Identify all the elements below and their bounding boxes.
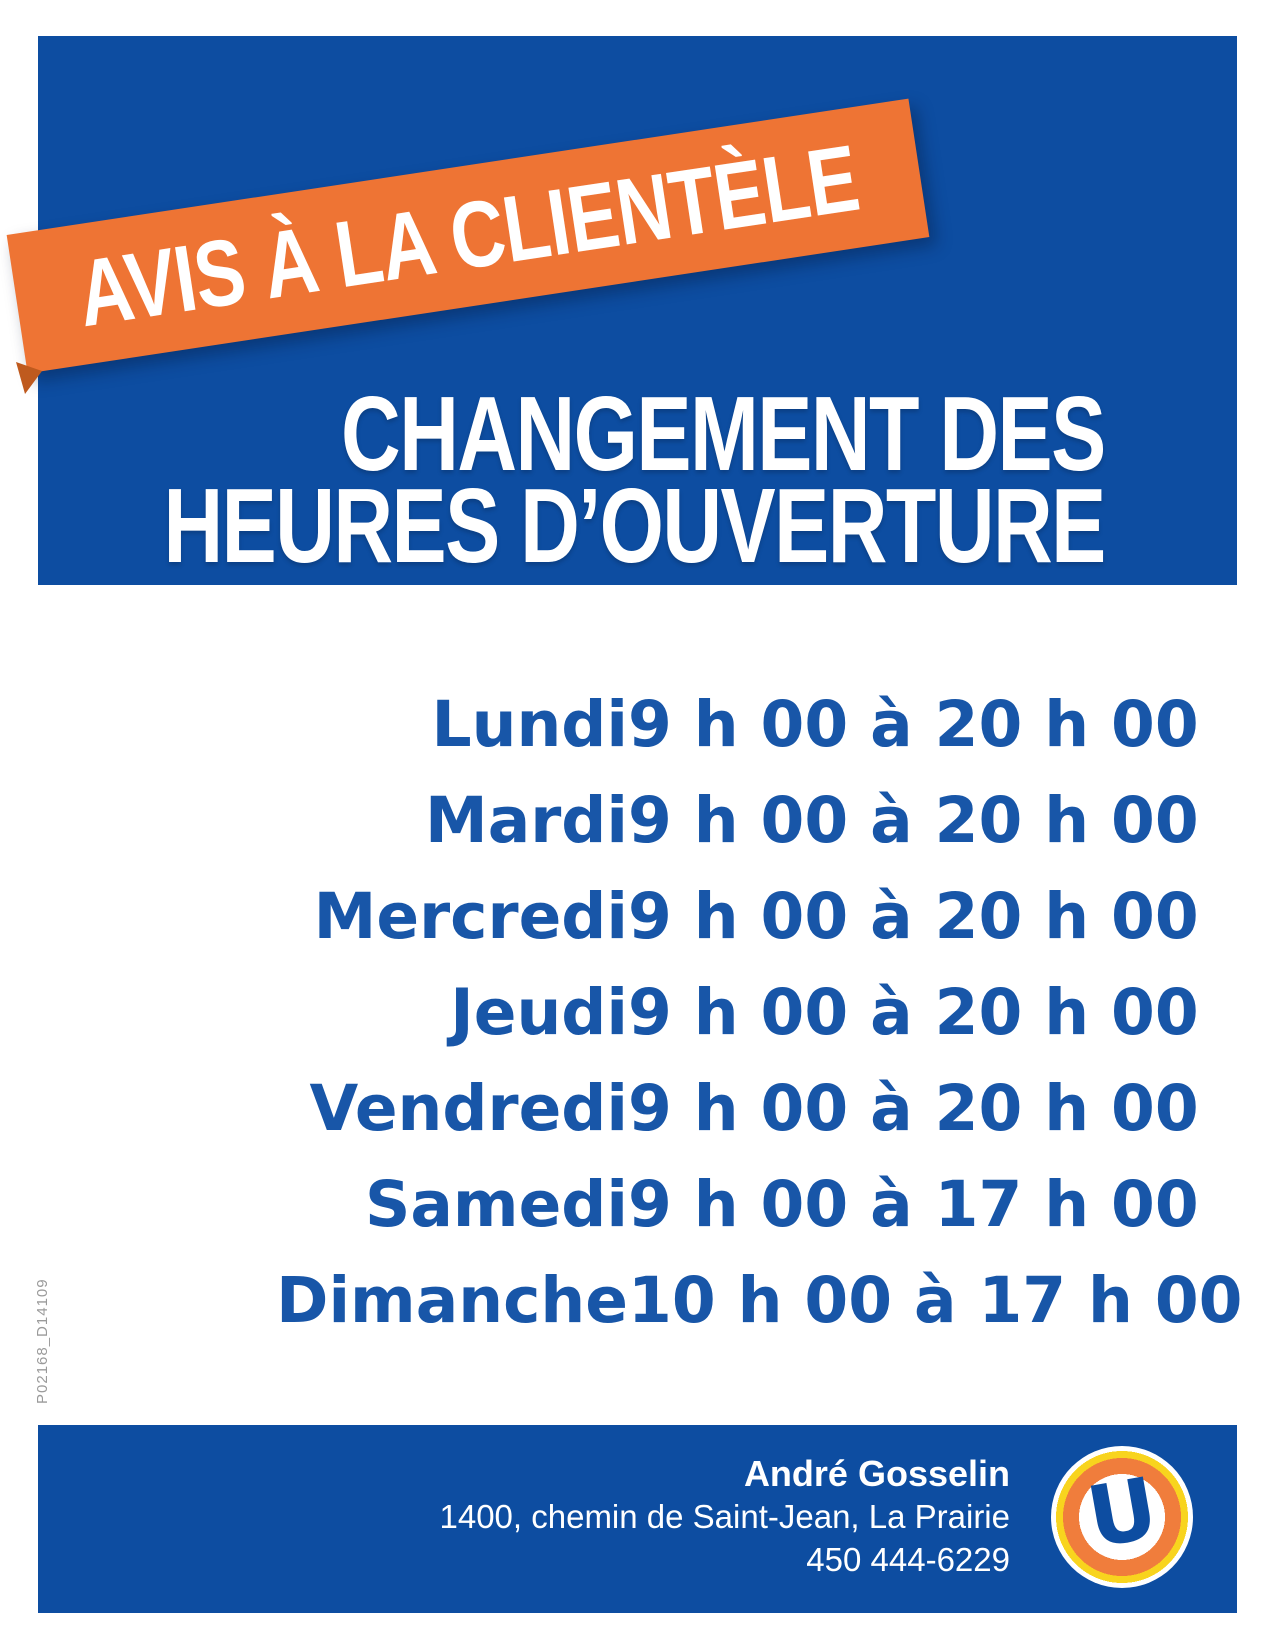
day-label: Samedi: [365, 1167, 628, 1241]
schedule-row: [0, 1252, 1243, 1348]
headline-line1: CHANGEMENT DES: [341, 375, 1105, 493]
owner-name: André Gosselin: [743, 1453, 1010, 1494]
schedule-row: [0, 1060, 1199, 1156]
day-label: Dimanche: [276, 1263, 628, 1337]
print-code: P02168_D14109: [34, 1278, 51, 1404]
hours-label: 9 h 00 à 20 h 00: [628, 783, 1199, 857]
schedule-row: [0, 772, 1199, 868]
hours-label: 10 h 00 à 17 h 00: [628, 1263, 1243, 1337]
schedule-row: [0, 1156, 1199, 1252]
day-label: Jeudi: [450, 975, 628, 1049]
hours-label: 9 h 00 à 17 h 00: [628, 1167, 1199, 1241]
hours-label: 9 h 00 à 20 h 00: [628, 687, 1199, 761]
ribbon-label: AVIS À LA CLIENTÈLE: [71, 124, 865, 347]
day-label: Mardi: [425, 783, 628, 857]
schedule-row: [0, 964, 1199, 1060]
headline-line2: HEURES D’OUVERTURE: [163, 467, 1105, 585]
footer-contact-block: [439, 1452, 1010, 1581]
day-label: Lundi: [431, 687, 628, 761]
hours-label: 9 h 00 à 20 h 00: [628, 1071, 1199, 1145]
uniprix-logo-icon: [1051, 1446, 1193, 1588]
opening-hours-schedule: [0, 676, 1243, 1348]
schedule-row: [0, 868, 1199, 964]
hours-label: 9 h 00 à 20 h 00: [628, 879, 1199, 953]
headline: [0, 375, 1105, 585]
store-address: 1400, chemin de Saint-Jean, La Prairie: [439, 1498, 1010, 1535]
schedule-row: [0, 676, 1199, 772]
hours-label: 9 h 00 à 20 h 00: [628, 975, 1199, 1049]
day-label: Mercredi: [313, 879, 628, 953]
day-label: Vendredi: [309, 1071, 628, 1145]
logo-letter-u: U: [1080, 1458, 1165, 1568]
store-phone: 450 444-6229: [806, 1541, 1010, 1578]
